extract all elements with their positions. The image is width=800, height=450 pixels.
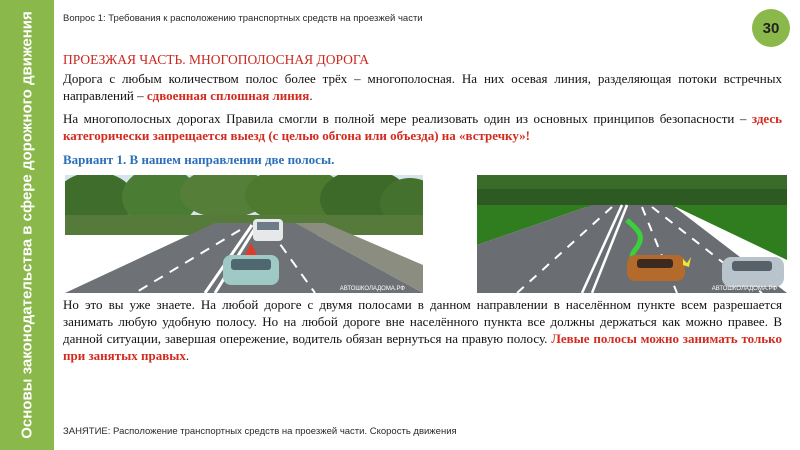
question-header: Вопрос 1: Требования к расположению транспортных средств на проезжей части bbox=[63, 13, 423, 24]
watermark-right: АВТОШКОЛАДОМА.РФ bbox=[711, 286, 777, 292]
paragraph-text: Но это вы уже знаете. На любой дороге с двумя полосами в данном направлении в населённом пункте всем разрешается занимать любую удобную полосу. Но на любой дороге вне населённого пункта все должны держаться как можно правее. В данной ситуации, завершая опережение, водитель обязан вернуться на правую полосу. bbox=[63, 297, 782, 346]
highlight-no-oncoming: здесь категорически запрещается выезд (с целью обгона или объезда) на «встречку»! bbox=[63, 111, 782, 143]
footer-label: ЗАНЯТИЕ: bbox=[63, 426, 111, 437]
paragraph-end: . bbox=[185, 348, 190, 363]
paragraph-text: Дорога с любым количеством полос более трёх – многополосная. На них осевая линия, разделяющая потоки встречных направлений – bbox=[63, 71, 782, 103]
road-photo-town-svg bbox=[65, 175, 423, 293]
footer-text: Расположение транспортных средств на проезжей части. Скорость движения bbox=[110, 426, 457, 437]
highlight-double-solid: сдвоенная сплошная линия bbox=[146, 88, 310, 103]
paragraph-end: . bbox=[309, 88, 313, 103]
watermark-left: АВТОШКОЛАДОМА.РФ bbox=[339, 286, 405, 292]
road-photo-town bbox=[65, 175, 423, 293]
sidebar-title: Основы законодательства в сфере дорожного движения bbox=[18, 11, 36, 439]
road-photo-highway-svg bbox=[477, 175, 787, 293]
paragraph-lane-rules bbox=[63, 296, 782, 364]
variant-heading: Вариант 1. В нашем направлении две полосы. bbox=[63, 152, 335, 167]
page-title: ПРОЕЗЖАЯ ЧАСТЬ. МНОГОПОЛОСНАЯ ДОРОГА bbox=[63, 52, 369, 67]
paragraph-multilane-definition bbox=[63, 70, 782, 104]
road-photo-highway bbox=[477, 175, 787, 293]
slide-number-badge: 30 bbox=[752, 9, 790, 47]
sidebar bbox=[0, 0, 54, 450]
paragraph-text: На многополосных дорогах Правила смогли в полной мере реализовать один из основных принципов безопасности – bbox=[63, 111, 752, 126]
paragraph-safety-principle bbox=[63, 110, 782, 144]
highlight-left-lanes: Левые полосы можно занимать только при занятых правых bbox=[63, 331, 782, 363]
lesson-footer bbox=[63, 426, 457, 437]
